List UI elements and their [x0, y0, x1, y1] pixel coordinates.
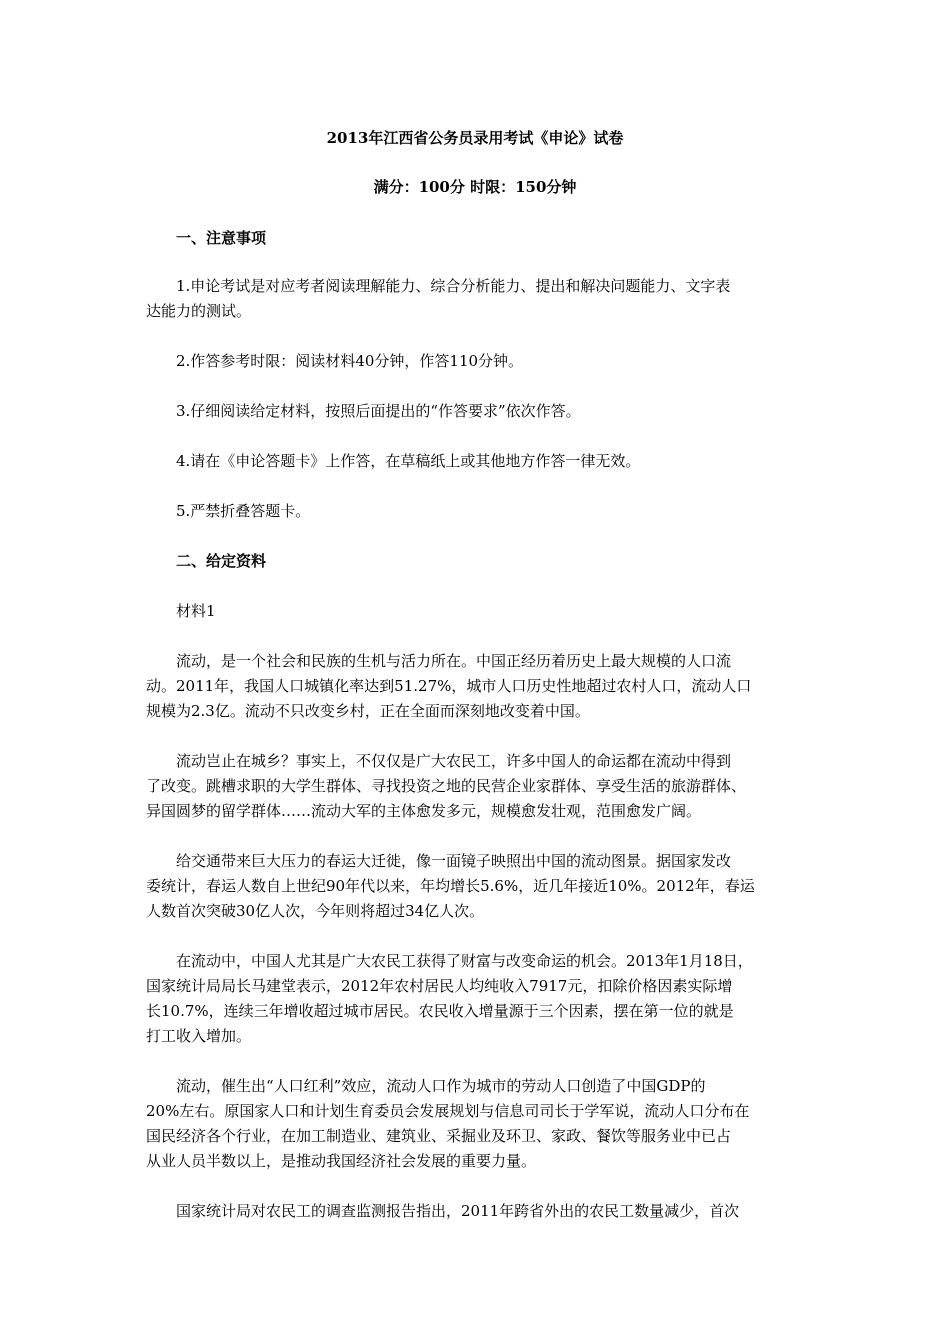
paragraph-line: 人数首次突破30亿人次，今年则将超过34亿人次。 [146, 902, 485, 920]
paragraph-line: 打工收入增加。 [146, 1027, 252, 1045]
paragraph-line: 异国圆梦的留学群体……流动大军的主体愈发多元，规模愈发壮观，范围愈发广阔。 [146, 802, 702, 820]
note-line: 达能力的测试。 [146, 302, 252, 320]
document-title: 2013年江西省公务员录用考试《申论》试卷 [326, 129, 624, 147]
paragraph-line: 规模为2.3亿。流动不只改变乡村，正在全面而深刻地改变着中国。 [146, 702, 590, 720]
document-subtitle: 满分：100分 时限：150分钟 [373, 178, 577, 196]
document-page: 2013年江西省公务员录用考试《申论》试卷 满分：100分 时限：150分钟 一、注意事项 1.申论考试是对应考者阅读理解能力、综合分析能力、提出和解决问题能力、文字表 达能力的测试。 2.作答参考时限：阅读材料40分钟，作答110分钟。 3.仔细阅读给定材料，按照后面提出的“作答要求”依次作答。 4.请在《申论答题卡》上作答，在草稿纸上或其他地方作答一律无效。 5.严禁折叠答题卡。 二、给定资料 材料1 流动，是一个社会和民族的生机与活力所在。中国正经历着历史上最大规模的人口流 动。2011年，我国人口城镇化率达到51.27%，城市人口历史性地超过农村人口，流动人口 规模为2.3亿。流动不只改变乡村，正在全面而深刻地改变着中国。 流动岂止在城乡？事实上，不仅仅是广大农民工，许多中国人的命运都在流动中得到 了改变。跳槽求职的大学生群体、寻找投资之地的民营企业家群体、享受生活的旅游群体、 异国圆梦的留学群体……流动大军的主体愈发多元，规模愈发壮观，范围愈发广阔。 给交通带来巨大压力的春运大迁徙，像一面镜子映照出中国的流动图景。据国家发改 委统计，春运人数自上世纪90年代以来，年均增长5.6%，近几年接近10%。2012年，春运 人数首次突破30亿人次，今年则将超过34亿人次。 在流动中，中国人尤其是广大农民工获得了财富与改变命运的机会。2013年1月18日， 国家统计局局长马建堂表示，2012年农村居民人均纯收入7917元，扣除价格因素实际增 长10.7%，连续三年增收超过城市居民。农民收入增量源于三个因素，摆在第一位的就是 打工收入增加。 流动，催生出“人口红利”效应，流动人口作为城市的劳动人口创造了中国GDP的 20%左右。原国家人口和计划生育委员会发展规划与信息司司长于学军说，流动人口分布在 国民经济各个行业，在加工制造业、建筑业、采掘业及环卫、家政、餐饮等服务业中已占 从业人员半数以上，是推动我国经济社会发展的重要力量。 国家统计局对农民工的调查监测报告指出，2011年跨省外出的农民工数量减少，首次 [0, 0, 950, 1344]
paragraph-line: 委统计，春运人数自上世纪90年代以来，年均增长5.6%，近几年接近10%。2012年，春运 [146, 877, 755, 895]
paragraph-line: 流动岂止在城乡？事实上，不仅仅是广大农民工，许多中国人的命运都在流动中得到 [176, 752, 732, 770]
note-line: 4.请在《申论答题卡》上作答，在草稿纸上或其他地方作答一律无效。 [176, 452, 641, 470]
section-heading-notes: 一、注意事项 [176, 229, 267, 247]
note-line: 3.仔细阅读给定材料，按照后面提出的“作答要求”依次作答。 [176, 402, 581, 420]
paragraph-line: 流动，是一个社会和民族的生机与活力所在。中国正经历着历史上最大规模的人口流 [176, 652, 732, 670]
note-line: 5.严禁折叠答题卡。 [176, 502, 311, 520]
paragraph-line: 动。2011年，我国人口城镇化率达到51.27%，城市人口历史性地超过农村人口，流动人口 [146, 677, 752, 695]
paragraph-line: 国家统计局对农民工的调查监测报告指出，2011年跨省外出的农民工数量减少，首次 [176, 1202, 740, 1220]
paragraph-line: 国民经济各个行业，在加工制造业、建筑业、采掘业及环卫、家政、餐饮等服务业中已占 [146, 1127, 732, 1145]
section-heading-materials: 二、给定资料 [176, 552, 267, 570]
paragraph-line: 在流动中，中国人尤其是广大农民工获得了财富与改变命运的机会。2013年1月18日， [176, 952, 753, 970]
paragraph-line: 20%左右。原国家人口和计划生育委员会发展规划与信息司司长于学军说，流动人口分布在 [146, 1102, 750, 1120]
paragraph-line: 国家统计局局长马建堂表示，2012年农村居民人均纯收入7917元，扣除价格因素实际增 [146, 977, 733, 995]
note-line: 2.作答参考时限：阅读材料40分钟，作答110分钟。 [176, 352, 524, 370]
paragraph-line: 从业人员半数以上，是推动我国经济社会发展的重要力量。 [146, 1152, 537, 1170]
note-line: 1.申论考试是对应考者阅读理解能力、综合分析能力、提出和解决问题能力、文字表 [176, 277, 731, 295]
paragraph-line: 了改变。跳槽求职的大学生群体、寻找投资之地的民营企业家群体、享受生活的旅游群体、 [146, 777, 747, 795]
paragraph-line: 流动，催生出“人口红利”效应，流动人口作为城市的劳动人口创造了中国GDP的 [176, 1077, 706, 1095]
paragraph-line: 长10.7%，连续三年增收超过城市居民。农民收入增量源于三个因素，摆在第一位的就是 [146, 1002, 734, 1020]
paragraph-line: 给交通带来巨大压力的春运大迁徙，像一面镜子映照出中国的流动图景。据国家发改 [176, 852, 732, 870]
